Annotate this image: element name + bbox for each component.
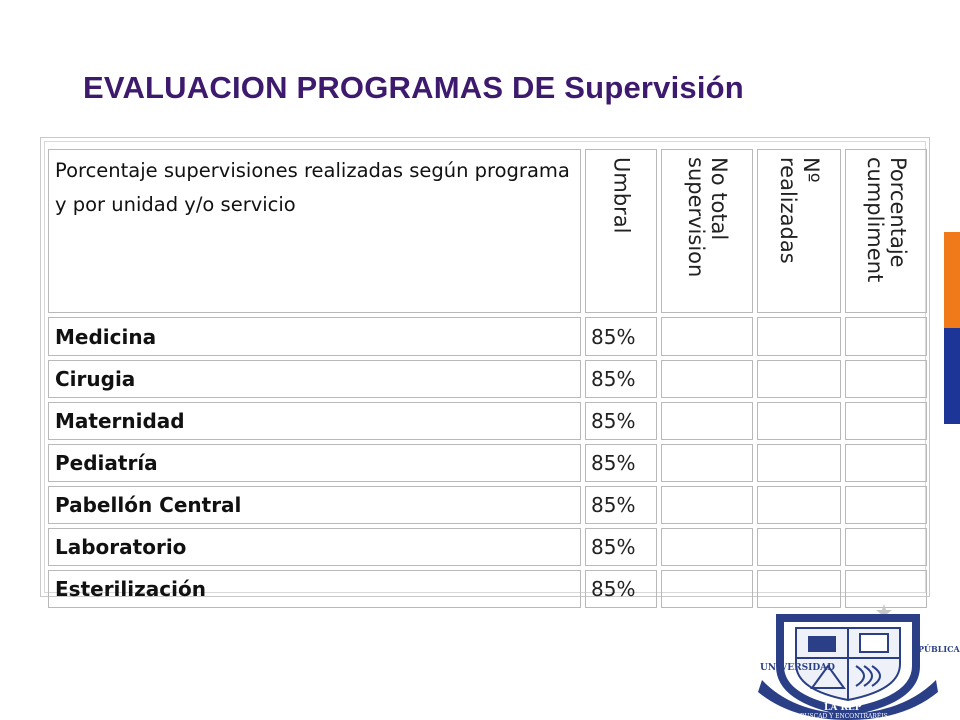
no-total-cell: [661, 402, 753, 440]
no-total-cell: [661, 486, 753, 524]
umbral-value: 85%: [585, 402, 657, 440]
table-header-row: [48, 149, 927, 313]
header-umbral-label: Umbral: [609, 157, 634, 234]
unit-name: Esterilización: [48, 570, 581, 608]
porcentaje-cell: [845, 402, 927, 440]
header-umbral: [585, 149, 657, 313]
no-total-cell: [661, 360, 753, 398]
table-row: [48, 444, 927, 482]
logo-motto: BUSCAD Y ENCONTRARÉIS: [800, 713, 888, 720]
realizadas-cell: [757, 360, 841, 398]
no-total-cell: [661, 444, 753, 482]
table-row: [48, 528, 927, 566]
table-row: [48, 360, 927, 398]
header-description: Porcentaje supervisiones realizadas según programa y por unidad y/o servicio: [48, 149, 581, 313]
realizadas-cell: [757, 402, 841, 440]
unit-name: Pabellón Central: [48, 486, 581, 524]
supervision-table: [44, 145, 931, 612]
porcentaje-cell: [845, 444, 927, 482]
no-total-cell: [661, 528, 753, 566]
umbral-value: 85%: [585, 486, 657, 524]
umbral-value: 85%: [585, 317, 657, 356]
realizadas-cell: [757, 317, 841, 356]
no-total-cell: [661, 317, 753, 356]
umbral-value: 85%: [585, 528, 657, 566]
accent-bar-orange: [944, 232, 960, 328]
unit-name: Pediatría: [48, 444, 581, 482]
unit-name: Laboratorio: [48, 528, 581, 566]
realizadas-cell: [757, 444, 841, 482]
umbral-value: 85%: [585, 570, 657, 608]
umbral-value: 85%: [585, 444, 657, 482]
header-porcentaje: [845, 149, 927, 313]
accent-bar-blue: [944, 328, 960, 424]
umbral-value: 85%: [585, 360, 657, 398]
porcentaje-cell: [845, 486, 927, 524]
page-title: EVALUACION PROGRAMAS DE Supervisión: [83, 70, 744, 105]
realizadas-cell: [757, 486, 841, 524]
header-no-total-label: No total supervision: [684, 157, 731, 278]
unit-name: Maternidad: [48, 402, 581, 440]
porcentaje-cell: [845, 317, 927, 356]
logo-text-right: PÚBLICA: [918, 644, 960, 654]
header-porcentaje-label: Porcentaje cumpliment: [863, 157, 910, 283]
logo-text-left: UNIVERSIDAD: [760, 663, 835, 673]
logo-text-bottom: LA REP: [824, 703, 862, 713]
realizadas-cell: [757, 528, 841, 566]
porcentaje-cell: [845, 528, 927, 566]
table-row: [48, 486, 927, 524]
university-logo: [752, 600, 960, 720]
header-realizadas: [757, 149, 841, 313]
header-no-total: [661, 149, 753, 313]
unit-name: Cirugia: [48, 360, 581, 398]
header-realizadas-label: Nº realizadas: [776, 157, 823, 264]
table-row: [48, 317, 927, 356]
no-total-cell: [661, 570, 753, 608]
unit-name: Medicina: [48, 317, 581, 356]
porcentaje-cell: [845, 360, 927, 398]
svg-text:UNIVERSIDAD: [760, 663, 835, 673]
table-row: [48, 402, 927, 440]
